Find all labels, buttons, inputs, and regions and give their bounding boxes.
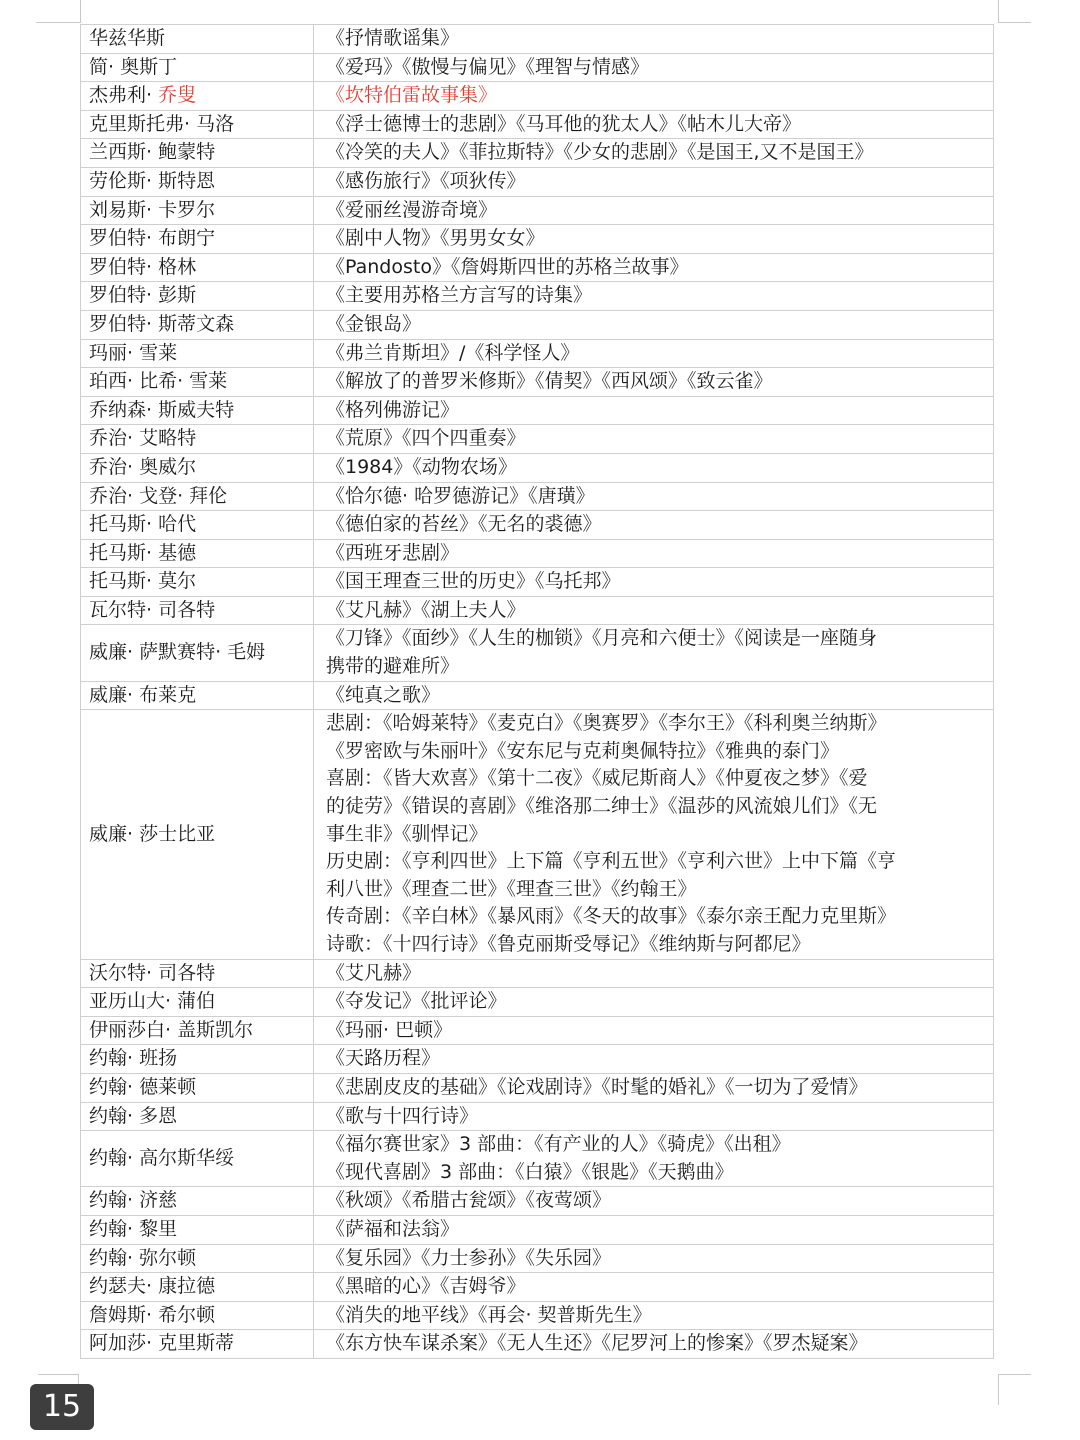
works-line: 《玛丽· 巴顿》 [326,1018,453,1041]
author-cell [81,1215,314,1244]
author-name: 威廉· 萨默赛特· 毛姆 [89,641,266,664]
author-cell [81,1102,314,1131]
table-row [81,1016,994,1045]
author-name-highlight: 乔叟 [158,84,197,107]
works-line: 《爱玛》《傲慢与偏见》《理智与情感》 [326,55,650,78]
works-cell [314,282,994,311]
table-row [81,482,994,511]
table-row [81,1187,994,1216]
works-line: 喜剧：《皆大欢喜》《第十二夜》《威尼斯商人》《仲夏夜之梦》《爱 [326,767,868,790]
author-cell [81,539,314,568]
works-line: 《荒原》《四个四重奏》 [326,427,526,450]
works-line: 《恰尔德· 哈罗德游记》《唐璜》 [326,484,595,507]
author-name: 罗伯特· 彭斯 [89,284,197,307]
works-line: 《冷笑的夫人》《菲拉斯特》《少女的悲剧》《是国王,又不是国王》 [326,141,874,164]
author-name: 托马斯· 基德 [89,541,197,564]
table-row [81,511,994,540]
works-line: 事生非》《驯悍记》 [326,822,488,845]
author-name: 约翰· 济慈 [89,1189,178,1212]
table-row [81,625,994,681]
works-cell [314,1273,994,1302]
author-name: 罗伯特· 斯蒂文森 [89,312,235,335]
works-line: 《爱丽丝漫游奇境》 [326,198,498,221]
author-cell [81,368,314,397]
author-name: 约翰· 高尔斯华绥 [89,1146,235,1169]
works-line: 《天路历程》 [326,1047,441,1070]
works-line: 《剧中人物》《男男女女》 [326,227,545,250]
works-cell [314,1045,994,1074]
works-line: 《现代喜剧》3 部曲：《白猿》《银匙》《天鹅曲》 [326,1160,734,1183]
table-row [81,1073,994,1102]
works-line: 《悲剧皮皮的基础》《论戏剧诗》《时髦的婚礼》《一切为了爱情》 [326,1075,868,1098]
works-line: 的徒劳》《错误的喜剧》《维洛那二绅士》《温莎的风流娘儿们》《无 [326,795,878,818]
works-line: 《艾凡赫》 [326,961,422,984]
works-line: 《夺发记》《批评论》 [326,990,507,1013]
works-cell [314,539,994,568]
table-row [81,139,994,168]
table-row [81,988,994,1017]
author-cell [81,568,314,597]
works-line: 《艾凡赫》《湖上夫人》 [326,598,526,621]
author-cell [81,110,314,139]
author-name: 简· 奥斯丁 [89,55,178,78]
author-name: 玛丽· 雪莱 [89,341,178,364]
works-line: 《主要用苏格兰方言写的诗集》 [326,284,593,307]
author-name: 约瑟夫· 康拉德 [89,1275,216,1298]
works-cell [314,681,994,710]
works-cell [314,82,994,111]
author-name: 刘易斯· 卡罗尔 [89,198,216,221]
works-cell [314,396,994,425]
works-line: 《福尔赛世家》3 部曲：《有产业的人》《骑虎》《出租》 [326,1133,791,1156]
works-text-highlight: 《坎特伯雷故事集》 [326,84,498,107]
author-name: 克里斯托弗· 马洛 [89,112,235,135]
table-row [81,310,994,339]
works-cell [314,482,994,511]
works-cell [314,453,994,482]
author-cell [81,425,314,454]
author-name: 罗伯特· 布朗宁 [89,227,216,250]
table-row [81,282,994,311]
author-cell [81,1301,314,1330]
author-cell [81,1073,314,1102]
author-name: 威廉· 布莱克 [89,683,197,706]
crop-mark-top-left [36,0,81,23]
author-name: 约翰· 多恩 [89,1104,178,1127]
author-cell [81,511,314,540]
author-name: 约翰· 班扬 [89,1047,178,1070]
works-cell [314,225,994,254]
author-name: 约翰· 德莱顿 [89,1075,197,1098]
works-cell [314,1187,994,1216]
author-cell [81,53,314,82]
author-cell [81,1244,314,1273]
works-cell [314,368,994,397]
works-cell [314,167,994,196]
author-name: 乔治· 艾略特 [89,427,197,450]
works-line: 《1984》《动物农场》 [326,455,517,478]
works-line: 《复乐园》《力士参孙》《失乐园》 [326,1246,612,1269]
works-line: 《抒情歌谣集》 [326,27,460,49]
author-name: 约翰· 弥尔顿 [89,1246,197,1269]
table-row [81,1131,994,1187]
works-cell [314,53,994,82]
works-cell [314,959,994,988]
works-cell [314,1016,994,1045]
works-line: 《西班牙悲剧》 [326,541,460,564]
works-cell [314,1215,994,1244]
works-cell [314,1244,994,1273]
author-name: 伊丽莎白· 盖斯凯尔 [89,1018,254,1041]
table-row [81,596,994,625]
author-name: 兰西斯· 鲍蒙特 [89,141,216,164]
author-name: 华兹华斯 [89,27,166,49]
author-cell [81,196,314,225]
works-cell [314,196,994,225]
crop-mark-top-right [998,0,1031,23]
works-line: 《格列佛游记》 [326,398,460,421]
works-line: 历史剧：《亨利四世》上下篇《亨利五世》《亨利六世》上中下篇《亨 [326,850,897,873]
author-name: 沃尔特· 司各特 [89,961,216,984]
author-name: 乔治· 奥威尔 [89,455,197,478]
author-cell [81,1187,314,1216]
table-row [81,1045,994,1074]
table-row [81,1273,994,1302]
table-row [81,396,994,425]
table-row [81,681,994,710]
author-cell [81,710,314,959]
crop-mark-bottom-right [998,1374,1031,1405]
author-name: 瓦尔特· 司各特 [89,598,216,621]
author-cell [81,453,314,482]
author-cell [81,82,314,111]
table-row [81,368,994,397]
author-name: 托马斯· 莫尔 [89,570,197,593]
works-cell [314,1102,994,1131]
works-line: 《德伯家的苔丝》《无名的裘德》 [326,513,602,536]
author-cell [81,396,314,425]
table-row [81,539,994,568]
works-line: 《刀锋》《面纱》《人生的枷锁》《月亮和六便士》《阅读是一座随身 [326,627,878,650]
author-cell [81,167,314,196]
author-cell [81,225,314,254]
works-line: 《浮士德博士的悲剧》《马耳他的犹太人》《帖木儿大帝》 [326,112,802,135]
works-cell [314,310,994,339]
author-name: 乔纳森· 斯威夫特 [89,398,235,421]
author-name: 乔治· 戈登· 拜伦 [89,484,228,507]
works-cell [314,710,994,959]
table-row [81,196,994,225]
author-name: 詹姆斯· 希尔顿 [89,1303,216,1326]
author-name: 托马斯· 哈代 [89,513,197,536]
table-row [81,1102,994,1131]
works-line: 悲剧：《哈姆莱特》《麦克白》《奥赛罗》《李尔王》《科利奥兰纳斯》 [326,712,887,735]
table-row [81,53,994,82]
works-line: 《黑暗的心》《吉姆爷》 [326,1275,526,1298]
works-line: 诗歌：《十四行诗》《鲁克丽斯受辱记》《维纳斯与阿都尼》 [326,933,811,955]
author-cell [81,1016,314,1045]
table-row [81,110,994,139]
author-name: 威廉· 莎士比亚 [89,822,216,845]
works-cell [314,25,994,54]
author-cell [81,1045,314,1074]
table-row [81,959,994,988]
works-cell [314,625,994,681]
table-row [81,1215,994,1244]
works-line: 《金银岛》 [326,312,422,335]
author-cell [81,253,314,282]
works-line: 利八世》《理查二世》《理查三世》《约翰王》 [326,877,697,900]
works-cell [314,568,994,597]
table-row [81,82,994,111]
works-cell [314,596,994,625]
table-row [81,253,994,282]
author-name: 阿加莎· 克里斯蒂 [89,1332,235,1355]
author-name: 约翰· 黎里 [89,1217,178,1240]
author-cell [81,139,314,168]
author-name: 罗伯特· 格林 [89,255,197,278]
works-line: 《秋颂》《希腊古瓮颂》《夜莺颂》 [326,1189,612,1212]
table-row [81,1244,994,1273]
works-line: 《国王理查三世的历史》《乌托邦》 [326,570,621,593]
works-cell [314,139,994,168]
works-line: 《Pandosto》《詹姆斯四世的苏格兰故事》 [326,255,689,278]
author-cell [81,339,314,368]
author-cell [81,482,314,511]
table-row [81,225,994,254]
works-cell [314,1330,994,1359]
author-cell [81,1273,314,1302]
author-name: 劳伦斯· 斯特恩 [89,169,216,192]
author-cell [81,988,314,1017]
authors-works-table [80,24,994,1359]
table-row [81,710,994,959]
works-cell [314,1073,994,1102]
works-cell [314,425,994,454]
author-cell [81,310,314,339]
author-name: 珀西· 比希· 雪莱 [89,370,228,393]
works-cell [314,511,994,540]
works-cell [314,1131,994,1187]
works-cell [314,988,994,1017]
works-line: 《萨福和法翁》 [326,1217,460,1240]
author-cell [81,282,314,311]
works-cell [314,339,994,368]
author-cell [81,681,314,710]
author-cell [81,25,314,54]
author-name: 杰弗利· [89,84,159,107]
works-line: 《纯真之歌》 [326,683,441,706]
works-line: 《弗兰肯斯坦》/《科学怪人》 [326,341,580,364]
author-cell [81,959,314,988]
page-number-badge: 15 [30,1384,94,1430]
table-row [81,568,994,597]
works-line: 《罗密欧与朱丽叶》《安东尼与克莉奥佩特拉》《雅典的泰门》 [326,739,840,762]
works-line: 携带的避难所》 [326,655,460,678]
table-row [81,167,994,196]
table-row [81,339,994,368]
works-line: 《解放了的普罗米修斯》《倩契》《西风颂》《致云雀》 [326,370,773,393]
author-cell [81,596,314,625]
works-cell [314,1301,994,1330]
works-line: 《感伤旅行》《项狄传》 [326,169,526,192]
author-cell [81,1330,314,1359]
works-line: 《东方快车谋杀案》《无人生还》《尼罗河上的惨案》《罗杰疑案》 [326,1332,868,1355]
works-cell [314,253,994,282]
table-row [81,453,994,482]
works-line: 《歌与十四行诗》 [326,1104,479,1127]
table-row [81,425,994,454]
works-line: 传奇剧：《辛白林》《暴风雨》《冬天的故事》《泰尔亲王配力克里斯》 [326,905,897,928]
table-row [81,1301,994,1330]
author-name: 亚历山大· 蒲伯 [89,990,216,1013]
author-cell [81,1131,314,1187]
works-line: 《消失的地平线》《再会· 契普斯先生》 [326,1303,652,1326]
author-cell [81,625,314,681]
table-row [81,25,994,54]
works-cell [314,110,994,139]
table-row [81,1330,994,1359]
